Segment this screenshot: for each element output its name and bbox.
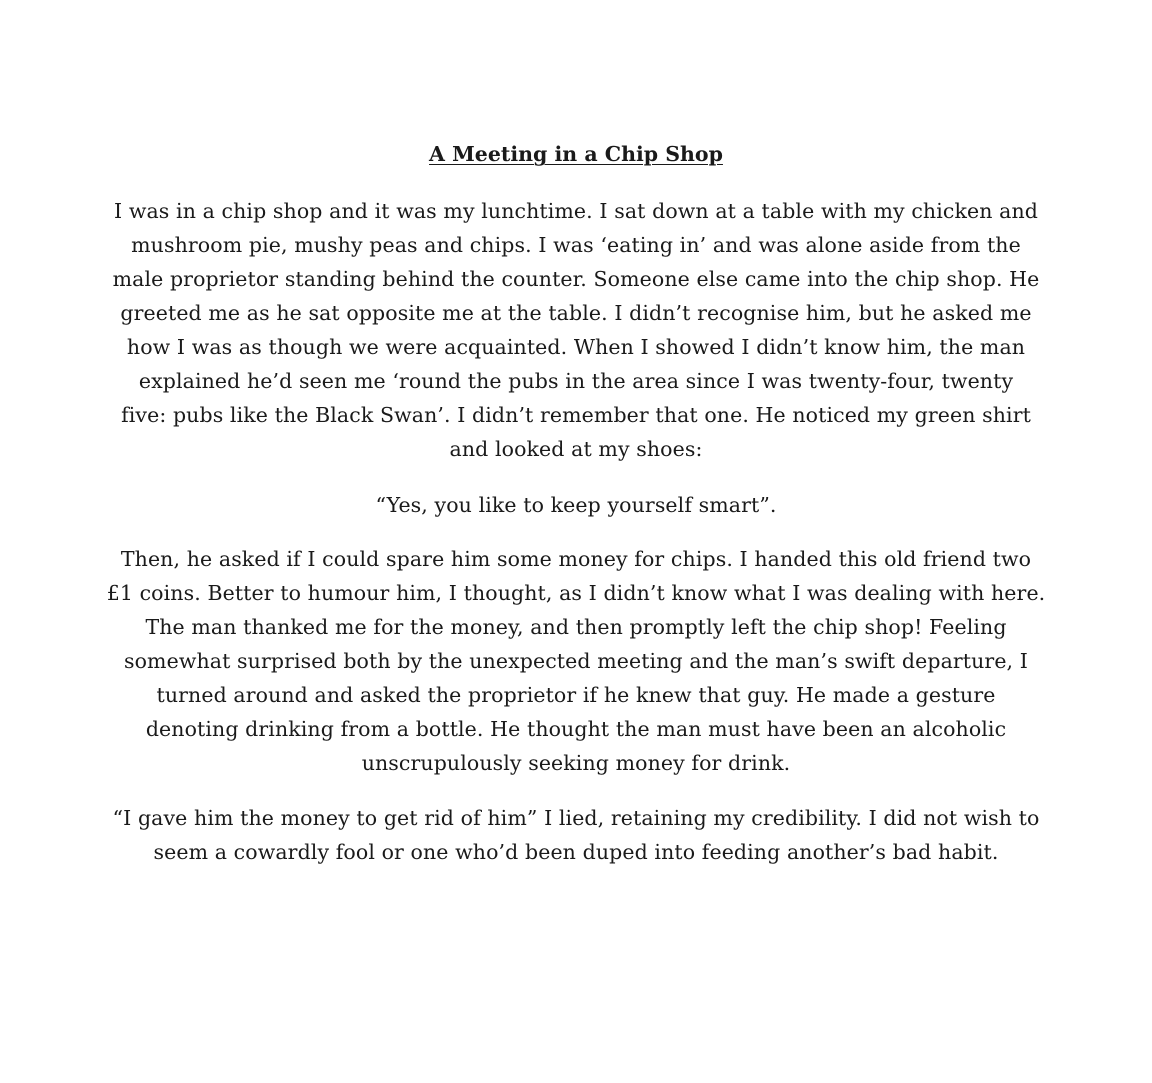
text-line: and looked at my shoes: [449, 437, 703, 461]
text-line: somewhat surprised both by the unexpected meeting and the man’s swift departure, I [123, 649, 1028, 673]
text-line: The man thanked me for the money, and then promptly left the chip shop! Feeling [145, 615, 1007, 639]
text-line: how I was as though we were acquainted. When I showed I didn’t know him, the man [126, 335, 1026, 359]
text-line: unscrupulously seeking money for drink. [361, 751, 791, 775]
text-line: explained he’d seen me ‘round the pubs in the area since I was twenty-four, twenty [138, 369, 1014, 393]
text-line: male proprietor standing behind the counter. Someone else came into the chip shop. He [112, 267, 1040, 291]
text-line: five: pubs like the Black Swan’. I didn’t remember that one. He noticed my green shirt [121, 403, 1031, 427]
text-line: “I gave him the money to get rid of him” I lied, retaining my credibility. I did not wish to [112, 806, 1040, 830]
text-line: denoting drinking from a bottle. He thought the man must have been an alcoholic [145, 717, 1007, 741]
text-line: “Yes, you like to keep yourself smart”. [375, 493, 777, 517]
document-title: A Meeting in a Chip Shop [429, 142, 723, 166]
text-line: £1 coins. Better to humour him, I thought, as I didn’t know what I was dealing with here. [106, 581, 1046, 605]
text-line: I was in a chip shop and it was my lunchtime. I sat down at a table with my chicken and [114, 199, 1038, 223]
paragraph-1 [86, 194, 1066, 466]
text-line: turned around and asked the proprietor if he knew that guy. He made a gesture [156, 683, 996, 707]
text-line: seem a cowardly fool or one who’d been duped into feeding another’s bad habit. [153, 840, 999, 864]
text-line: greeted me as he sat opposite me at the table. I didn’t recognise him, but he asked me [120, 301, 1032, 325]
paragraph-2-quote [86, 488, 1066, 522]
paragraph-4 [86, 801, 1066, 869]
paragraph-3 [86, 542, 1066, 780]
text-line: mushroom pie, mushy peas and chips. I was ‘eating in’ and was alone aside from the [131, 233, 1021, 257]
text-line: Then, he asked if I could spare him some money for chips. I handed this old friend two [120, 547, 1032, 571]
